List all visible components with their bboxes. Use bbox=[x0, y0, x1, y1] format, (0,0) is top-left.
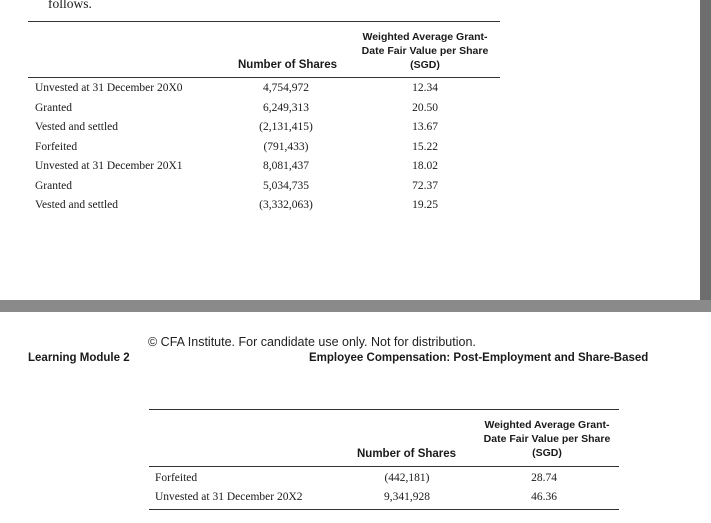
row-fair-value: 18.02 bbox=[412, 160, 438, 172]
header-fair-value-2-line-1: Weighted Average Grant- bbox=[484, 419, 610, 431]
table-header-rule bbox=[28, 77, 500, 78]
row-fair-value: 46.36 bbox=[531, 491, 557, 503]
row-shares: 6,249,313 bbox=[263, 101, 309, 114]
copyright-notice: © CFA Institute. For candidate use only. Not for distribution. bbox=[148, 335, 476, 349]
row-fair-value: 19.25 bbox=[412, 199, 438, 211]
row-shares: 4,754,972 bbox=[263, 82, 309, 94]
row-label: Unvested at 31 December 20X1 bbox=[35, 160, 183, 172]
table-bottom-rule-2 bbox=[149, 509, 619, 510]
table-header-rule-2 bbox=[149, 466, 619, 467]
row-label: Forfeited bbox=[155, 472, 198, 484]
row-label: Vested and settled bbox=[35, 199, 119, 211]
row-label: Vested and settled bbox=[35, 121, 119, 133]
header-number-of-shares-2: Number of Shares bbox=[357, 448, 457, 460]
header-fair-value-2 bbox=[462, 418, 632, 460]
header-fair-value-2-line-2: Date Fair Value per Share bbox=[483, 433, 611, 445]
header-fair-value bbox=[340, 30, 510, 72]
table-top-rule-2 bbox=[149, 409, 619, 410]
row-shares: (3,332,063) bbox=[259, 199, 313, 211]
row-shares: (2,131,415) bbox=[259, 121, 313, 133]
table-top-rule bbox=[28, 21, 500, 22]
row-shares: 8,081,437 bbox=[263, 160, 309, 172]
page-edge bbox=[700, 0, 711, 300]
row-label: Granted bbox=[35, 101, 73, 114]
row-fair-value: 15.22 bbox=[412, 140, 438, 153]
row-fair-value: 20.50 bbox=[412, 101, 438, 114]
row-label: Forfeited bbox=[35, 140, 78, 153]
intro-text: follows. bbox=[48, 0, 92, 11]
header-fair-value-line-2: Date Fair Value per Share bbox=[361, 45, 489, 57]
row-fair-value: 72.37 bbox=[412, 179, 438, 192]
page-gap bbox=[0, 300, 711, 312]
row-shares: 9,341,928 bbox=[384, 491, 430, 503]
header-fair-value-line-3: (SGD) bbox=[410, 59, 440, 71]
row-fair-value: 13.67 bbox=[412, 121, 438, 133]
row-fair-value: 28.74 bbox=[531, 472, 557, 484]
learning-module-label: Learning Module 2 bbox=[28, 352, 130, 364]
row-shares: (442,181) bbox=[384, 472, 430, 484]
header-fair-value-line-1: Weighted Average Grant- bbox=[362, 31, 488, 43]
page-2 bbox=[0, 312, 711, 523]
row-shares: (791,433) bbox=[263, 140, 309, 153]
row-label: Unvested at 31 December 20X0 bbox=[35, 82, 183, 94]
chapter-title: Employee Compensation: Post-Employment and Share-Based bbox=[309, 352, 649, 364]
row-label: Granted bbox=[35, 179, 73, 192]
row-fair-value: 12.34 bbox=[412, 82, 438, 94]
row-shares: 5,034,735 bbox=[263, 179, 309, 192]
row-label: Unvested at 31 December 20X2 bbox=[155, 491, 303, 503]
header-number-of-shares: Number of Shares bbox=[238, 59, 338, 71]
header-fair-value-2-line-3: (SGD) bbox=[532, 447, 562, 459]
